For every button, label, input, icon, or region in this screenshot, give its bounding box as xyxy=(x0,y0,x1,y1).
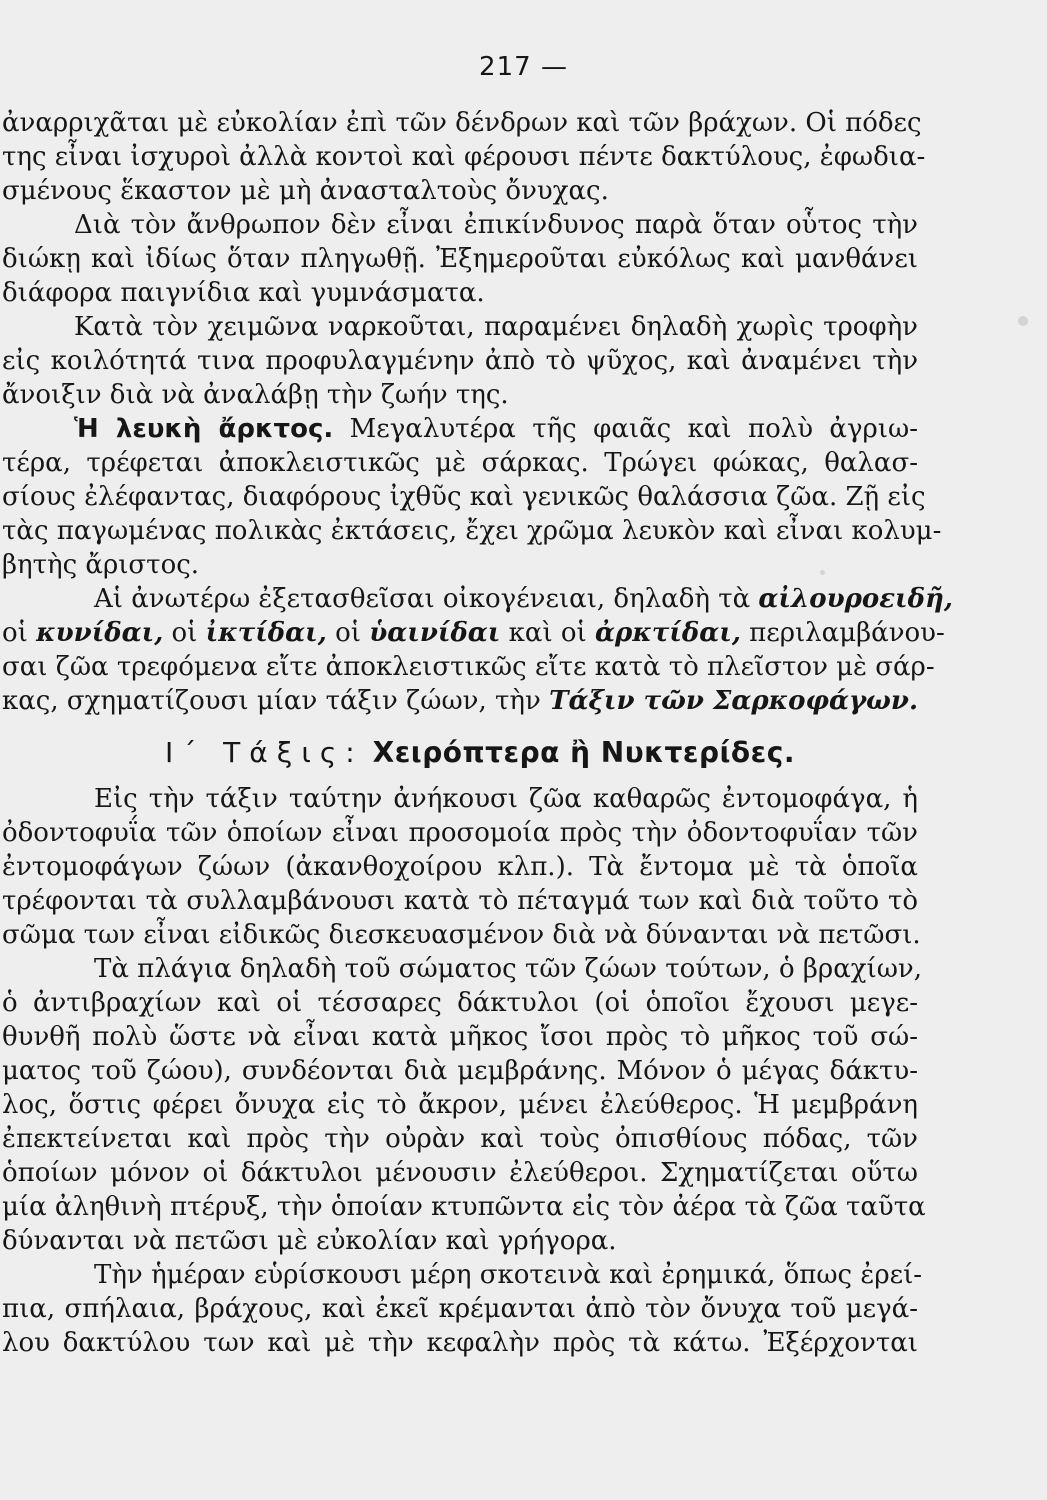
text-line: ὁ ἀντιβραχίων καὶ οἱ τέσσαρες δάκτυλοι (οἱ ὁποῖοι ἔχουσι μεγε- xyxy=(2,988,918,1018)
text-line: τὰς παγωμένας πολικὰς ἐκτάσεις, ἔχει χρῶμα λευκὸν καὶ εἶναι κολυμ- xyxy=(2,516,942,546)
text-line: δύνανται νὰ πετῶσι μὲ εὐκολίαν καὶ γρήγορα. xyxy=(2,1226,617,1256)
text-line: σαι ζῶα τρεφόμενα εἴτε ἀποκλειστικῶς εἴτε κατὰ τὸ πλεῖστον μὲ σάρ- xyxy=(2,652,935,682)
paper-speck xyxy=(1018,316,1028,326)
family-name-canids: κυνίδαι, xyxy=(36,618,164,648)
text-line xyxy=(2,684,918,718)
text-run: οἱ xyxy=(335,618,361,648)
text-line: λος, ὅστις φέρει ὄνυχα εἰς τὸ ἄκρον, μένει ἐλεύθερος. Ἡ μεμβράνη xyxy=(2,1090,918,1120)
text-line xyxy=(2,582,953,616)
family-name-felids: αἰλουροειδῆ, xyxy=(758,584,953,614)
page-number-header: 217 — xyxy=(479,52,568,82)
section-order-title: Χειρόπτερα ἢ Νυκτερίδες. xyxy=(372,736,795,769)
text-run: Μεγαλυτέρα τῆς φαιᾶς καὶ πολὺ ἀγριω- xyxy=(349,414,918,444)
text-line: ἀναρριχᾶται μὲ εὐκολίαν ἐπὶ τῶν δένδρων καὶ τῶν βράχων. Οἱ πόδες xyxy=(2,108,922,138)
text-line: ὁποίων μόνον οἱ δάκτυλοι μένουσιν ἐλεύθεροι. Σχηματίζεται οὕτω xyxy=(2,1158,918,1188)
text-line: ἐπεκτείνεται καὶ πρὸς τὴν οὐρὰν καὶ τοὺς ὀπισθίους πόδας, τῶν xyxy=(2,1124,918,1154)
text-line: σίους ἐλέφαντας, διαφόρους ἰχθῦς καὶ γενικῶς θαλάσσια ζῶα. Ζῇ εἰς xyxy=(2,482,926,512)
text-line xyxy=(2,412,918,446)
text-line: διάφορα παιγνίδια καὶ γυμνάσματα. xyxy=(2,278,485,308)
text-run: οἱ xyxy=(2,618,28,648)
subheading-polar-bear: Ἡ λευκὴ ἄρκτος. xyxy=(74,414,334,444)
text-line: Εἰς τὴν τάξιν ταύτην ἀνήκουσι ζῶα καθαρῶς ἐντομοφάγα, ἡ xyxy=(94,784,918,814)
text-line: ἄνοιξιν διὰ νὰ ἀναλάβῃ τὴν ζωήν της. xyxy=(2,380,509,410)
text-line: θυνθῆ πολὺ ὥστε νὰ εἶναι κατὰ μῆκος ἴσοι πρὸς τὸ μῆκος τοῦ σώ- xyxy=(2,1022,918,1052)
text-line: τέρα, τρέφεται ἀποκλειστικῶς μὲ σάρκας. Τρώγει φώκας, θαλασ- xyxy=(2,448,918,478)
section-order-label: Ι΄ Τάξις: xyxy=(165,736,364,769)
page-body xyxy=(2,106,953,1360)
text-line: σῶμα των εἶναι εἰδικῶς διεσκευασμένον διὰ νὰ δύνανται νὰ πετῶσι. xyxy=(2,920,921,950)
text-run: οἱ xyxy=(171,618,198,648)
text-line: μία ἀληθινὴ πτέρυξ, τὴν ὁποίαν κτυπῶντα εἰς τὸν ἀέρα τὰ ζῶα ταῦτα xyxy=(2,1192,926,1222)
text-line: Τὴν ἡμέραν εὑρίσκουσι μέρη σκοτεινὰ καὶ ἐρημικά, ὅπως ἐρεί- xyxy=(94,1260,923,1290)
text-run: Αἱ ἀνωτέρω ἐξετασθεῖσαι οἰκογένειαι, δηλαδὴ τὰ xyxy=(94,584,751,614)
text-line: λου δακτύλου των καὶ μὲ τὴν κεφαλὴν πρὸς τὰ κάτω. Ἐξέρχονται xyxy=(2,1328,918,1358)
text-line: τρέφονται τὰ συλλαμβάνουσι κατὰ τὸ πέταγμά των καὶ διὰ τοῦτο τὸ xyxy=(2,886,918,916)
text-line: εἰς κοιλότητά τινα προφυλαγμένην ἀπὸ τὸ ψῦχος, καὶ ἀναμένει τὴν xyxy=(2,346,918,376)
order-name-carnivora: Τάξιν τῶν Σαρκοφάγων. xyxy=(549,686,919,716)
text-line: βητὴς ἄριστος. xyxy=(2,550,200,580)
family-name-ursids: ἀρκτίδαι, xyxy=(595,618,741,648)
text-line: Τὰ πλάγια δηλαδὴ τοῦ σώματος τῶν ζώων τούτων, ὁ βραχίων, xyxy=(94,954,922,984)
text-line: σμένους ἕκαστον μὲ μὴ ἀνασταλτοὺς ὄνυχας. xyxy=(2,176,609,206)
text-run: περιλαμβάνου- xyxy=(749,618,945,648)
family-name-hyaenids: ὑαινίδαι xyxy=(369,618,501,648)
text-run: κας, σχηματίζουσι μίαν τάξιν ζώων, τὴν xyxy=(2,686,541,716)
text-run: καὶ οἱ xyxy=(508,618,587,648)
text-line: Διὰ τὸν ἄνθρωπον δὲν εἶναι ἐπικίνδυνος παρὰ ὅταν οὗτος τὴν xyxy=(74,210,918,240)
section-heading xyxy=(2,724,918,782)
family-name-mustelids: ἰκτίδαι, xyxy=(205,618,327,648)
text-line: πια, σπήλαια, βράχους, καὶ ἐκεῖ κρέμανται ἀπὸ τὸν ὄνυχα τοῦ μεγά- xyxy=(2,1294,918,1324)
text-line: της εἶναι ἰσχυροὶ ἀλλὰ κοντοὶ καὶ φέρουσι πέντε δακτύλους, ἐφωδια- xyxy=(2,142,926,172)
text-line xyxy=(2,616,945,650)
text-line: ἐντομοφάγων ζώων (ἀκανθοχοίρου κλπ.). Τὰ ἔντομα μὲ τὰ ὁποῖα xyxy=(2,852,918,882)
text-line: διώκῃ καὶ ἰδίως ὅταν πληγωθῇ. Ἐξημεροῦται εὐκόλως καὶ μανθάνει xyxy=(2,244,918,274)
text-line: ὀδοντοφυΐα τῶν ὁποίων εἶναι προσομοία πρὸς τὴν ὀδοντοφυΐαν τῶν xyxy=(2,818,918,848)
text-line: Κατὰ τὸν χειμῶνα ναρκοῦται, παραμένει δηλαδὴ χωρὶς τροφὴν xyxy=(74,312,918,342)
text-line: ματος τοῦ ζώου), συνδέονται διὰ μεμβράνης. Μόνον ὁ μέγας δάκτυ- xyxy=(2,1056,918,1086)
